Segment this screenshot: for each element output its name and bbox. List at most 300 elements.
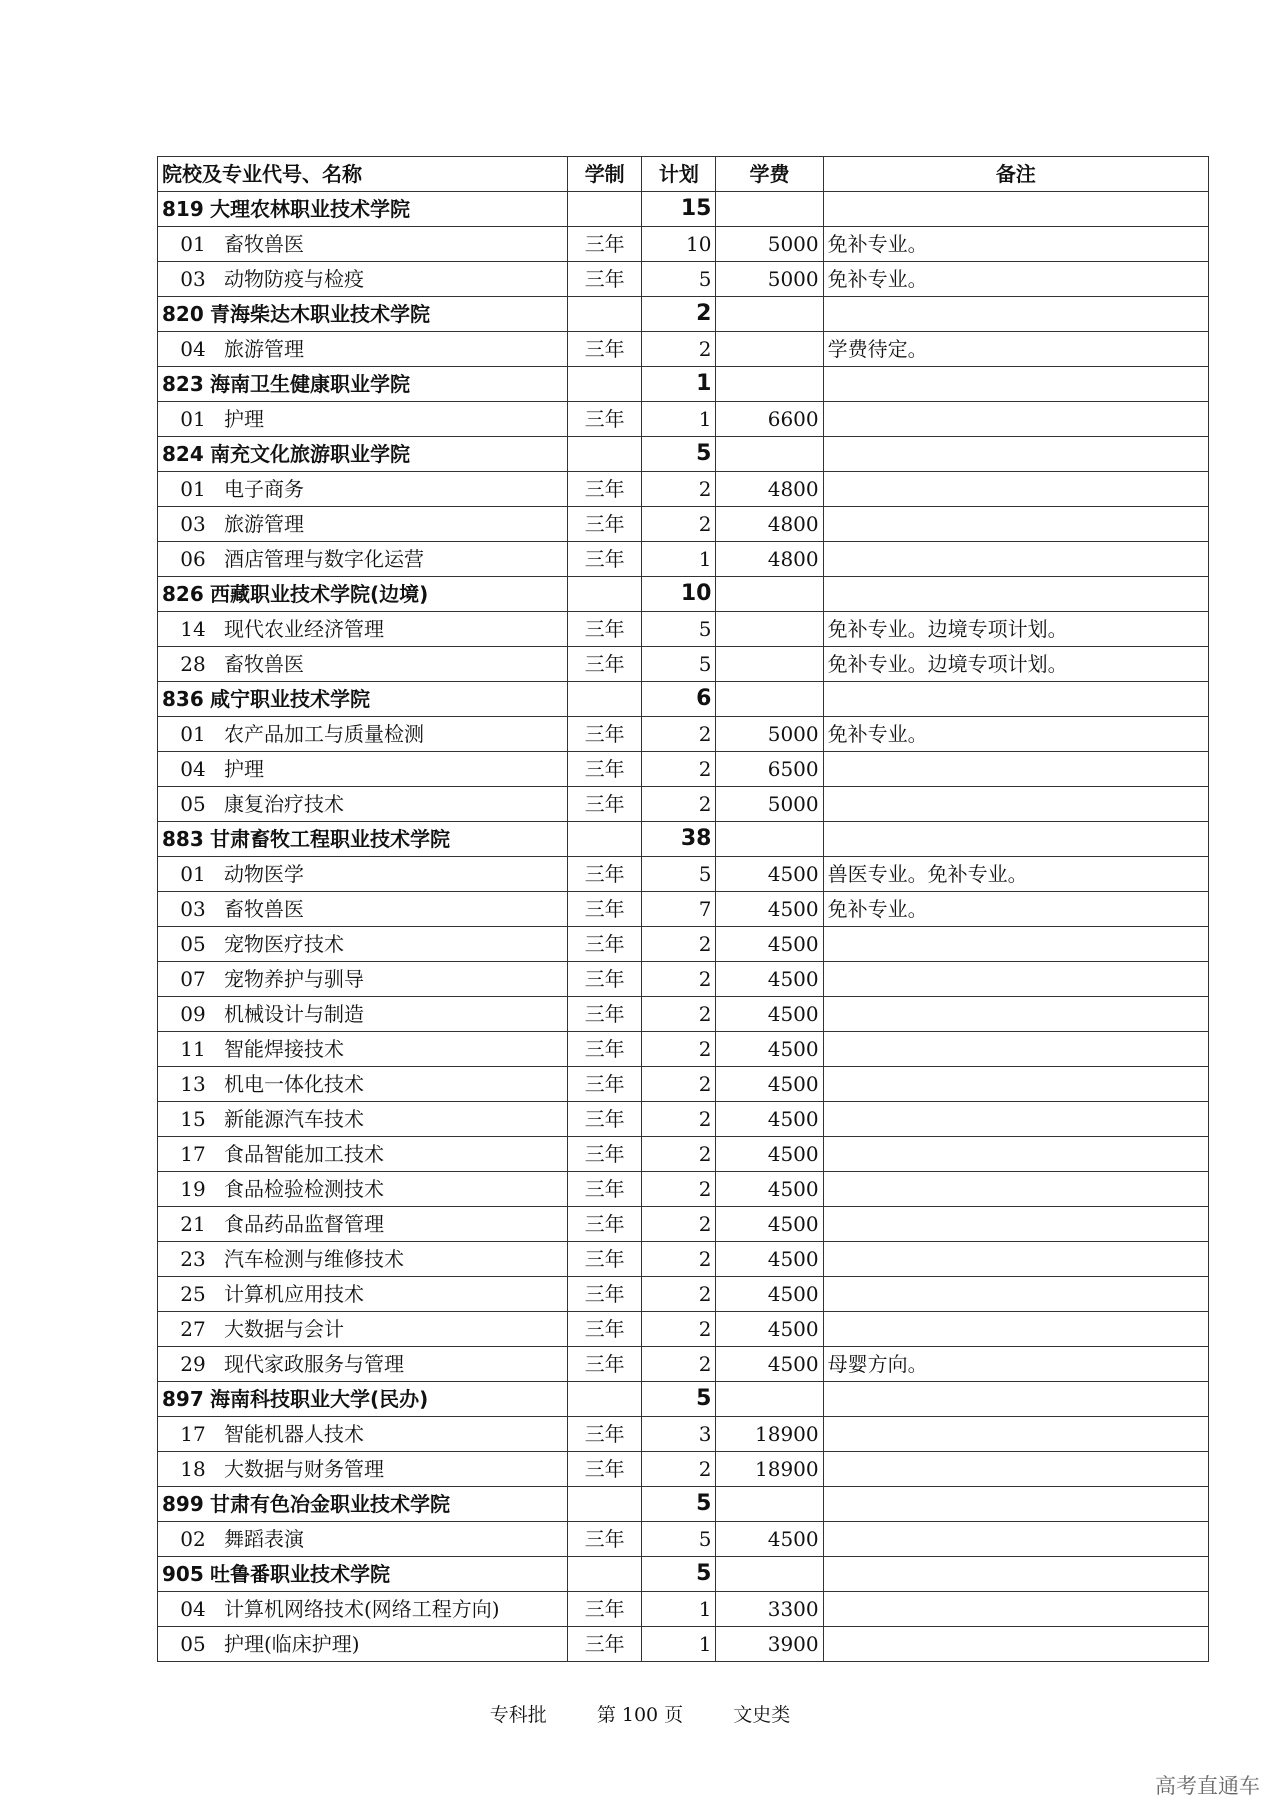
fee-cell xyxy=(716,577,823,612)
length-cell xyxy=(568,1557,642,1592)
fee-cell: 4500 xyxy=(716,1032,823,1067)
major-row xyxy=(158,402,1209,437)
name-cell xyxy=(158,227,568,262)
fee-cell xyxy=(716,1557,823,1592)
plan-cell: 3 xyxy=(642,1417,716,1452)
name-cell xyxy=(158,822,568,857)
major-code: 01 xyxy=(180,722,206,746)
major-name: 动物防疫与检疫 xyxy=(224,267,364,291)
length-cell: 三年 xyxy=(568,402,642,437)
plan-cell: 2 xyxy=(642,1067,716,1102)
plan-cell: 2 xyxy=(642,997,716,1032)
note-cell xyxy=(823,927,1208,962)
name-cell xyxy=(158,1557,568,1592)
major-row xyxy=(158,962,1209,997)
fee-cell: 4500 xyxy=(716,857,823,892)
plan-cell: 2 xyxy=(642,507,716,542)
school-name: 甘肃畜牧工程职业技术学院 xyxy=(210,827,450,851)
fee-cell: 3900 xyxy=(716,1627,823,1662)
note-cell xyxy=(823,1522,1208,1557)
major-name: 大数据与会计 xyxy=(224,1317,344,1341)
name-cell xyxy=(158,367,568,402)
name-cell xyxy=(158,717,568,752)
fee-cell: 4500 xyxy=(716,1207,823,1242)
plan-cell: 5 xyxy=(642,1382,716,1417)
plan-cell: 1 xyxy=(642,1592,716,1627)
length-cell: 三年 xyxy=(568,1417,642,1452)
length-cell xyxy=(568,682,642,717)
name-cell xyxy=(158,1487,568,1522)
plan-cell: 2 xyxy=(642,717,716,752)
plan-cell: 2 xyxy=(642,1032,716,1067)
name-cell xyxy=(158,752,568,787)
major-row xyxy=(158,227,1209,262)
name-cell xyxy=(158,1067,568,1102)
name-cell xyxy=(158,1172,568,1207)
fee-cell: 5000 xyxy=(716,717,823,752)
fee-cell: 4500 xyxy=(716,1102,823,1137)
school-code: 823 xyxy=(162,372,204,396)
major-name: 现代农业经济管理 xyxy=(224,617,384,641)
major-row xyxy=(158,1207,1209,1242)
length-cell: 三年 xyxy=(568,1312,642,1347)
plan-cell: 2 xyxy=(642,1102,716,1137)
note-cell xyxy=(823,577,1208,612)
school-row xyxy=(158,577,1209,612)
note-cell xyxy=(823,192,1208,227)
note-cell xyxy=(823,1592,1208,1627)
major-code: 14 xyxy=(180,617,206,641)
length-cell: 三年 xyxy=(568,787,642,822)
major-name: 畜牧兽医 xyxy=(224,897,304,921)
major-name: 食品药品监督管理 xyxy=(224,1212,384,1236)
footer-page-number: 第 100 页 xyxy=(596,1704,684,1726)
length-cell: 三年 xyxy=(568,612,642,647)
school-name: 吐鲁番职业技术学院 xyxy=(210,1562,390,1586)
length-cell: 三年 xyxy=(568,752,642,787)
fee-cell: 4500 xyxy=(716,1277,823,1312)
school-code: 883 xyxy=(162,827,204,851)
length-cell xyxy=(568,437,642,472)
major-code: 15 xyxy=(180,1107,206,1131)
fee-cell: 4800 xyxy=(716,507,823,542)
major-row xyxy=(158,1067,1209,1102)
school-row xyxy=(158,367,1209,402)
plan-cell: 2 xyxy=(642,297,716,332)
note-cell xyxy=(823,1452,1208,1487)
name-cell xyxy=(158,472,568,507)
header-length: 学制 xyxy=(568,157,642,192)
major-code: 01 xyxy=(180,232,206,256)
major-row xyxy=(158,262,1209,297)
length-cell: 三年 xyxy=(568,857,642,892)
school-code: 820 xyxy=(162,302,204,326)
major-code: 05 xyxy=(180,792,206,816)
note-cell xyxy=(823,822,1208,857)
length-cell: 三年 xyxy=(568,1627,642,1662)
plan-cell: 1 xyxy=(642,402,716,437)
school-name: 西藏职业技术学院(边境) xyxy=(210,582,429,606)
major-row xyxy=(158,1172,1209,1207)
fee-cell: 4500 xyxy=(716,1137,823,1172)
major-name: 护理 xyxy=(224,407,264,431)
major-code: 17 xyxy=(180,1422,206,1446)
plan-cell: 5 xyxy=(642,612,716,647)
length-cell: 三年 xyxy=(568,1277,642,1312)
major-name: 农产品加工与质量检测 xyxy=(224,722,424,746)
length-cell: 三年 xyxy=(568,507,642,542)
length-cell: 三年 xyxy=(568,1137,642,1172)
header-note: 备注 xyxy=(823,157,1208,192)
fee-cell xyxy=(716,297,823,332)
length-cell xyxy=(568,192,642,227)
name-cell xyxy=(158,1207,568,1242)
school-row xyxy=(158,1382,1209,1417)
major-row xyxy=(158,892,1209,927)
school-name: 海南卫生健康职业学院 xyxy=(210,372,410,396)
major-name: 电子商务 xyxy=(224,477,304,501)
fee-cell: 18900 xyxy=(716,1452,823,1487)
major-code: 01 xyxy=(180,477,206,501)
length-cell: 三年 xyxy=(568,1452,642,1487)
plan-cell: 6 xyxy=(642,682,716,717)
plan-cell: 5 xyxy=(642,1522,716,1557)
major-name: 畜牧兽医 xyxy=(224,232,304,256)
school-name: 海南科技职业大学(民办) xyxy=(210,1387,429,1411)
major-name: 护理(临床护理) xyxy=(224,1632,360,1656)
major-code: 27 xyxy=(180,1317,206,1341)
name-cell xyxy=(158,647,568,682)
name-cell xyxy=(158,1627,568,1662)
plan-cell: 2 xyxy=(642,1242,716,1277)
major-code: 05 xyxy=(180,932,206,956)
school-name: 大理农林职业技术学院 xyxy=(210,197,410,221)
note-cell: 兽医专业。免补专业。 xyxy=(823,857,1208,892)
major-name: 旅游管理 xyxy=(224,337,304,361)
note-cell xyxy=(823,752,1208,787)
name-cell xyxy=(158,1522,568,1557)
major-row xyxy=(158,997,1209,1032)
note-cell xyxy=(823,1102,1208,1137)
length-cell: 三年 xyxy=(568,927,642,962)
major-name: 计算机网络技术(网络工程方向) xyxy=(224,1597,500,1621)
fee-cell xyxy=(716,682,823,717)
note-cell xyxy=(823,787,1208,822)
major-code: 04 xyxy=(180,1597,206,1621)
major-code: 21 xyxy=(180,1212,206,1236)
name-cell xyxy=(158,507,568,542)
fee-cell: 18900 xyxy=(716,1417,823,1452)
name-cell xyxy=(158,857,568,892)
major-code: 04 xyxy=(180,757,206,781)
school-code: 824 xyxy=(162,442,204,466)
plan-cell: 2 xyxy=(642,472,716,507)
note-cell xyxy=(823,997,1208,1032)
major-row xyxy=(158,612,1209,647)
major-row xyxy=(158,1242,1209,1277)
school-name: 咸宁职业技术学院 xyxy=(210,687,370,711)
school-code: 899 xyxy=(162,1492,204,1516)
length-cell: 三年 xyxy=(568,1592,642,1627)
major-row xyxy=(158,647,1209,682)
fee-cell: 4500 xyxy=(716,1347,823,1382)
length-cell xyxy=(568,1487,642,1522)
school-row xyxy=(158,1557,1209,1592)
major-row xyxy=(158,1137,1209,1172)
note-cell: 免补专业。 xyxy=(823,717,1208,752)
note-cell xyxy=(823,367,1208,402)
school-row xyxy=(158,297,1209,332)
plan-cell: 1 xyxy=(642,542,716,577)
major-code: 03 xyxy=(180,267,206,291)
length-cell: 三年 xyxy=(568,472,642,507)
school-code: 826 xyxy=(162,582,204,606)
length-cell xyxy=(568,367,642,402)
plan-cell: 2 xyxy=(642,962,716,997)
name-cell xyxy=(158,297,568,332)
plan-cell: 2 xyxy=(642,927,716,962)
name-cell xyxy=(158,1417,568,1452)
school-name: 南充文化旅游职业学院 xyxy=(210,442,410,466)
major-name: 汽车检测与维修技术 xyxy=(224,1247,404,1271)
note-cell: 免补专业。 xyxy=(823,227,1208,262)
major-name: 食品智能加工技术 xyxy=(224,1142,384,1166)
major-row xyxy=(158,857,1209,892)
school-row xyxy=(158,192,1209,227)
note-cell: 免补专业。边境专项计划。 xyxy=(823,647,1208,682)
note-cell xyxy=(823,1312,1208,1347)
major-code: 11 xyxy=(180,1037,206,1061)
major-row xyxy=(158,1417,1209,1452)
major-code: 09 xyxy=(180,1002,206,1026)
length-cell: 三年 xyxy=(568,1102,642,1137)
major-row xyxy=(158,1452,1209,1487)
major-name: 宠物医疗技术 xyxy=(224,932,344,956)
length-cell: 三年 xyxy=(568,962,642,997)
major-row xyxy=(158,787,1209,822)
note-cell xyxy=(823,1067,1208,1102)
major-row xyxy=(158,1032,1209,1067)
name-cell xyxy=(158,962,568,997)
major-name: 机械设计与制造 xyxy=(224,1002,364,1026)
fee-cell xyxy=(716,437,823,472)
note-cell xyxy=(823,1242,1208,1277)
plan-cell: 10 xyxy=(642,577,716,612)
length-cell: 三年 xyxy=(568,997,642,1032)
plan-cell: 2 xyxy=(642,332,716,367)
school-code: 905 xyxy=(162,1562,204,1586)
major-row xyxy=(158,1627,1209,1662)
plan-cell: 38 xyxy=(642,822,716,857)
note-cell xyxy=(823,297,1208,332)
note-cell xyxy=(823,1032,1208,1067)
name-cell xyxy=(158,1242,568,1277)
length-cell xyxy=(568,297,642,332)
school-row xyxy=(158,822,1209,857)
plan-cell: 10 xyxy=(642,227,716,262)
major-name: 康复治疗技术 xyxy=(224,792,344,816)
major-name: 畜牧兽医 xyxy=(224,652,304,676)
note-cell xyxy=(823,507,1208,542)
major-name: 动物医学 xyxy=(224,862,304,886)
fee-cell: 4500 xyxy=(716,1067,823,1102)
plan-cell: 5 xyxy=(642,857,716,892)
school-code: 836 xyxy=(162,687,204,711)
header-fee: 学费 xyxy=(716,157,823,192)
major-name: 食品检验检测技术 xyxy=(224,1177,384,1201)
major-row xyxy=(158,927,1209,962)
major-name: 酒店管理与数字化运营 xyxy=(224,547,424,571)
length-cell: 三年 xyxy=(568,1242,642,1277)
length-cell: 三年 xyxy=(568,1207,642,1242)
school-row xyxy=(158,682,1209,717)
length-cell: 三年 xyxy=(568,542,642,577)
name-cell xyxy=(158,542,568,577)
major-name: 机电一体化技术 xyxy=(224,1072,364,1096)
major-code: 05 xyxy=(180,1632,206,1656)
major-code: 04 xyxy=(180,337,206,361)
plan-cell: 2 xyxy=(642,752,716,787)
major-code: 07 xyxy=(180,967,206,991)
table-header-row xyxy=(158,157,1209,192)
plan-cell: 2 xyxy=(642,1347,716,1382)
major-name: 智能焊接技术 xyxy=(224,1037,344,1061)
name-cell xyxy=(158,997,568,1032)
major-code: 19 xyxy=(180,1177,206,1201)
major-name: 计算机应用技术 xyxy=(224,1282,364,1306)
major-code: 03 xyxy=(180,512,206,536)
fee-cell: 4500 xyxy=(716,962,823,997)
fee-cell xyxy=(716,192,823,227)
name-cell xyxy=(158,682,568,717)
fee-cell: 4500 xyxy=(716,1172,823,1207)
major-row xyxy=(158,1277,1209,1312)
school-row xyxy=(158,1487,1209,1522)
plan-cell: 5 xyxy=(642,1487,716,1522)
header-name: 院校及专业代号、名称 xyxy=(158,157,568,192)
name-cell xyxy=(158,1347,568,1382)
note-cell xyxy=(823,542,1208,577)
note-cell xyxy=(823,1172,1208,1207)
name-cell xyxy=(158,262,568,297)
major-name: 大数据与财务管理 xyxy=(224,1457,384,1481)
major-row xyxy=(158,1522,1209,1557)
major-code: 06 xyxy=(180,547,206,571)
major-name: 宠物养护与驯导 xyxy=(224,967,364,991)
major-code: 18 xyxy=(180,1457,206,1481)
major-name: 护理 xyxy=(224,757,264,781)
name-cell xyxy=(158,577,568,612)
name-cell xyxy=(158,612,568,647)
major-name: 旅游管理 xyxy=(224,512,304,536)
fee-cell: 4500 xyxy=(716,997,823,1032)
plan-cell: 2 xyxy=(642,1172,716,1207)
fee-cell: 4500 xyxy=(716,927,823,962)
length-cell: 三年 xyxy=(568,227,642,262)
school-code: 897 xyxy=(162,1387,204,1411)
length-cell: 三年 xyxy=(568,1522,642,1557)
major-code: 28 xyxy=(180,652,206,676)
length-cell: 三年 xyxy=(568,1172,642,1207)
note-cell xyxy=(823,1137,1208,1172)
length-cell: 三年 xyxy=(568,647,642,682)
fee-cell xyxy=(716,1382,823,1417)
major-code: 17 xyxy=(180,1142,206,1166)
length-cell: 三年 xyxy=(568,1067,642,1102)
fee-cell xyxy=(716,332,823,367)
plan-cell: 2 xyxy=(642,1312,716,1347)
length-cell xyxy=(568,1382,642,1417)
name-cell xyxy=(158,332,568,367)
note-cell xyxy=(823,1382,1208,1417)
major-row xyxy=(158,507,1209,542)
fee-cell: 4500 xyxy=(716,892,823,927)
watermark: 高考直通车 xyxy=(1155,1774,1260,1798)
major-code: 23 xyxy=(180,1247,206,1271)
note-cell xyxy=(823,1207,1208,1242)
length-cell: 三年 xyxy=(568,1032,642,1067)
name-cell xyxy=(158,892,568,927)
fee-cell: 4500 xyxy=(716,1522,823,1557)
fee-cell: 6600 xyxy=(716,402,823,437)
length-cell xyxy=(568,577,642,612)
table-body xyxy=(158,192,1209,1662)
name-cell xyxy=(158,1592,568,1627)
fee-cell: 6500 xyxy=(716,752,823,787)
fee-cell xyxy=(716,1487,823,1522)
major-row xyxy=(158,1347,1209,1382)
name-cell xyxy=(158,1452,568,1487)
major-row xyxy=(158,717,1209,752)
page-footer xyxy=(0,1700,1280,1727)
note-cell xyxy=(823,472,1208,507)
fee-cell xyxy=(716,612,823,647)
note-cell xyxy=(823,1627,1208,1662)
major-name: 新能源汽车技术 xyxy=(224,1107,364,1131)
length-cell: 三年 xyxy=(568,262,642,297)
plan-cell: 5 xyxy=(642,1557,716,1592)
school-name: 甘肃有色冶金职业技术学院 xyxy=(210,1492,450,1516)
name-cell xyxy=(158,1382,568,1417)
major-code: 13 xyxy=(180,1072,206,1096)
name-cell xyxy=(158,1312,568,1347)
major-name: 舞蹈表演 xyxy=(224,1527,304,1551)
name-cell xyxy=(158,1137,568,1172)
school-name: 青海柴达木职业技术学院 xyxy=(210,302,430,326)
plan-cell: 5 xyxy=(642,647,716,682)
fee-cell: 4500 xyxy=(716,1242,823,1277)
name-cell xyxy=(158,927,568,962)
fee-cell: 4500 xyxy=(716,1312,823,1347)
name-cell xyxy=(158,402,568,437)
fee-cell: 5000 xyxy=(716,787,823,822)
major-row xyxy=(158,752,1209,787)
footer-category: 文史类 xyxy=(733,1704,791,1726)
major-code: 25 xyxy=(180,1282,206,1306)
length-cell: 三年 xyxy=(568,717,642,752)
plan-cell: 2 xyxy=(642,787,716,822)
note-cell: 免补专业。 xyxy=(823,262,1208,297)
major-row xyxy=(158,1102,1209,1137)
major-row xyxy=(158,332,1209,367)
major-row xyxy=(158,542,1209,577)
major-row xyxy=(158,472,1209,507)
plan-cell: 2 xyxy=(642,1207,716,1242)
plan-cell: 1 xyxy=(642,367,716,402)
fee-cell xyxy=(716,822,823,857)
plan-cell: 1 xyxy=(642,1627,716,1662)
note-cell xyxy=(823,1487,1208,1522)
